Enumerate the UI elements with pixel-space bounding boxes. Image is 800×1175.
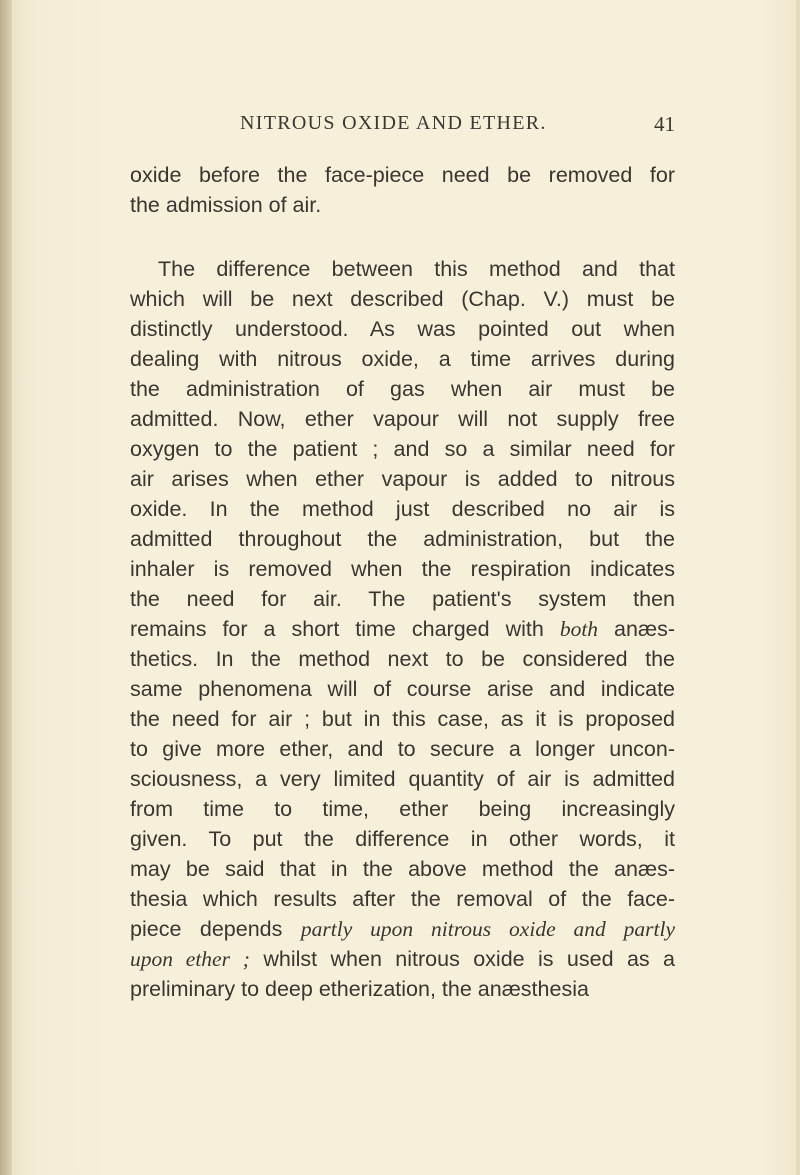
paragraph-1 bbox=[130, 160, 675, 220]
page-gutter bbox=[0, 0, 12, 1175]
italic-partly: partly upon nitrous oxide and partly bbox=[300, 917, 675, 941]
text-line: The difference between this method and that bbox=[158, 257, 675, 281]
text-line: from time to time, ether being increasingly bbox=[130, 797, 675, 821]
text-line: the need for air. The patient's system then bbox=[130, 587, 675, 611]
text-line: inhaler is removed when the respiration indicates bbox=[130, 557, 675, 581]
italic-upon-ether: upon ether ; bbox=[130, 947, 250, 971]
text-segment: remains for a short time charged with bbox=[130, 617, 544, 641]
text-line: admitted throughout the administration, but the bbox=[130, 527, 675, 551]
text-segment: piece depends bbox=[130, 917, 283, 941]
text-line: preliminary to deep etherization, the anæsthesia bbox=[130, 977, 589, 1001]
paragraph-2 bbox=[130, 254, 675, 1004]
text-line: may be said that in the above method the anæs- bbox=[130, 857, 675, 881]
text-line: oxygen to the patient ; and so a similar need for bbox=[130, 437, 675, 461]
running-head bbox=[130, 112, 675, 142]
text-line: the admission of air. bbox=[130, 193, 322, 217]
text-line: oxide. In the method just described no air is bbox=[130, 497, 675, 521]
text-segment: whilst when nitrous oxide is used as a bbox=[263, 947, 676, 971]
text-line-with-italic bbox=[130, 614, 675, 644]
text-line: which will be next described (Chap. V.) must be bbox=[130, 287, 675, 311]
running-title: NITROUS OXIDE AND ETHER. bbox=[240, 112, 547, 134]
italic-both: both bbox=[559, 617, 599, 641]
text-line: to give more ether, and to secure a longer uncon- bbox=[130, 737, 675, 761]
text-line-with-italic bbox=[130, 914, 675, 944]
text-line: oxide before the face-piece need be removed for bbox=[130, 163, 675, 187]
text-line: the administration of gas when air must be bbox=[130, 377, 675, 401]
text-line: thesia which results after the removal of the face- bbox=[130, 887, 675, 911]
page-number: 41 bbox=[654, 112, 675, 136]
page-edge bbox=[796, 0, 800, 1175]
text-line: dealing with nitrous oxide, a time arrives during bbox=[130, 347, 675, 371]
text-segment: anæs- bbox=[614, 617, 675, 641]
text-line: admitted. Now, ether vapour will not supply free bbox=[130, 407, 675, 431]
text-line: given. To put the difference in other words, it bbox=[130, 827, 675, 851]
text-line: the need for air ; but in this case, as it is proposed bbox=[130, 707, 675, 731]
text-line: same phenomena will of course arise and indicate bbox=[130, 677, 675, 701]
text-line: air arises when ether vapour is added to nitrous bbox=[130, 467, 675, 491]
text-line: distinctly understood. As was pointed out when bbox=[130, 317, 675, 341]
text-line: sciousness, a very limited quantity of air is admitted bbox=[130, 767, 675, 791]
text-line-with-italic bbox=[130, 944, 675, 974]
text-line: thetics. In the method next to be considered the bbox=[130, 647, 675, 671]
